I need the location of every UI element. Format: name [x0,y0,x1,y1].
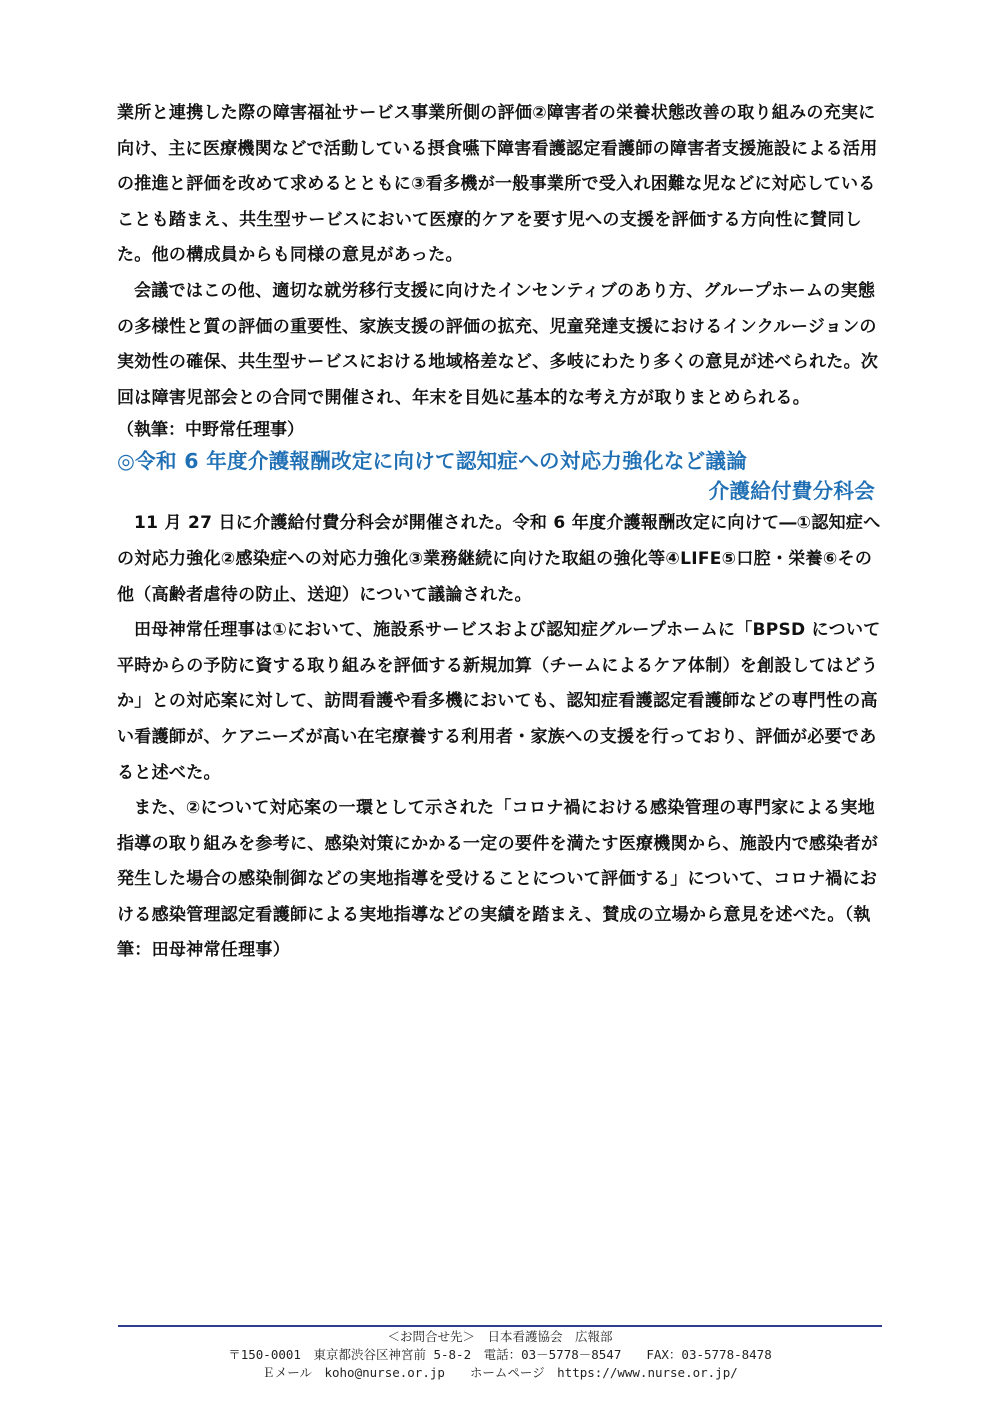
article2-subtitle: 介護給付費分科会 [708,479,875,504]
footer-divider [118,1325,882,1327]
article2-paragraph3: また、②について対応案の一環として示された「コロナ禍における感染管理の専門家による実地指導の取り組みを参考に、感染対策にかかる一定の要件を満たす医療機関から、施設内で感染者が発生した場合の感染制御などの実地指導を受けることについて評価する」について、コロナ禍における感染管理認定看護師による実地指導などの実績を踏まえ、賛成の立場から意見を述べた。（執筆：田母神常任理事） [117,798,879,961]
article1-paragraph2: 会議ではこの他、適切な就労移行支援に向けたインセンティブのあり方、グループホームの実態の多様性と質の評価の重要性、家族支援の評価の拡充、児童発達支援におけるインクルージョンの実効性の確保、共生型サービスにおける地域格差など、多岐にわたり多くの意見が述べられた。次回は障害児部会との合同で開催され、年末を目処に基本的な考え方が取りまとめられる。 [117,280,879,408]
article2-paragraph1: 11 月 27 日に介護給付費分科会が開催された。令和 6 年度介護報酬改定に向けて―①認知症への対応力強化②感染症への対応力強化③業務継続に向けた取組の強化等④LIFE⑤口腔・栄養⑥その他（高齢者虐待の防止、送迎）について議論された。 [117,513,881,605]
document-body [117,96,887,969]
contact-footer [118,1328,882,1382]
article1-paragraph1: 業所と連携した際の障害福祉サービス事業所側の評価②障害者の栄養状態改善の取り組みの充実に向け、主に医療機関などで活動している摂食嚥下障害看護認定看護師の障害者支援施設による活用の推進と評価を改めて求めるとともに③看多機が一般事業所で受入れ困難な児などに対応していることも踏まえ、共生型サービスにおいて医療的ケアを要す児への支援を評価する方向性に賛同した。他の構成員からも同様の意見があった。 [117,103,878,266]
article2-paragraph2: 田母神常任理事は①において、施設系サービスおよび認知症グループホームに「BPSD について平時からの予防に資する取り組みを評価する新規加算（チームによるケア体制）を創設してはどうか」との対応案に対して、訪問看護や看多機においても、認知症看護認定看護師などの専門性の高い看護師が、ケアニーズが高い在宅療養する利用者・家族への支援を行っており、評価が必要であると述べた。 [117,620,881,783]
article1-byline: （執筆：中野常任理事） [117,420,304,441]
footer-address: 〒150-0001 東京都渋谷区神宮前 5-8-2 電話：03－5778－8547 FAX：03-5778-8478 [228,1347,772,1362]
article2-title: ◎令和 6 年度介護報酬改定に向けて認知症への対応力強化など議論 [117,449,748,474]
footer-email-web: Ｅメール koho@nurse.or.jp ホームページ https://www.nurse.or.jp/ [262,1365,738,1380]
article2-heading [117,446,887,506]
footer-contact-heading: ＜お問合せ先＞ 日本看護協会 広報部 [387,1329,613,1344]
